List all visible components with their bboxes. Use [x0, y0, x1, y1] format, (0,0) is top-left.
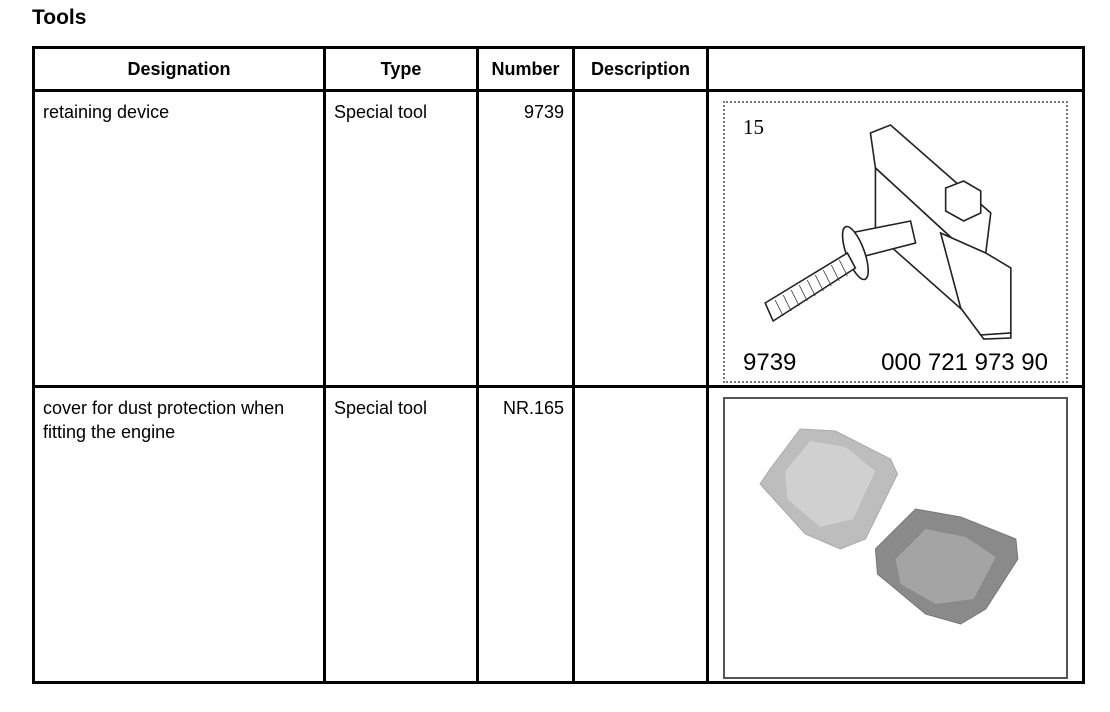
dust-cover-photo-icon [725, 399, 1066, 677]
dust-cover-image [723, 397, 1068, 679]
type-cell: Special tool [334, 398, 428, 419]
table-row [34, 387, 1084, 683]
retaining-device-drawing-icon [725, 103, 1066, 381]
description-cell [575, 92, 706, 100]
number-cell: 9739 [523, 102, 564, 123]
designation-cell: retaining device [43, 102, 170, 123]
image-tool-number: 9739 [743, 349, 797, 377]
page-title: Tools [32, 6, 87, 29]
designation-cell: cover for dust protection when fitting the engine [43, 398, 285, 443]
col-header-designation: Designation [34, 48, 325, 91]
table-header-row [34, 48, 1084, 91]
image-part-number: 000 721 973 90 [881, 349, 1048, 377]
col-header-description: Description [574, 48, 708, 91]
col-header-image [708, 48, 1084, 91]
col-header-number: Number [478, 48, 574, 91]
description-cell [575, 388, 706, 396]
retaining-device-image [723, 101, 1068, 383]
image-corner-label: 15 [743, 115, 764, 140]
type-cell: Special tool [334, 102, 428, 123]
table-row [34, 91, 1084, 387]
tools-table [32, 46, 1085, 684]
col-header-type: Type [325, 48, 478, 91]
number-cell: NR.165 [502, 398, 564, 419]
